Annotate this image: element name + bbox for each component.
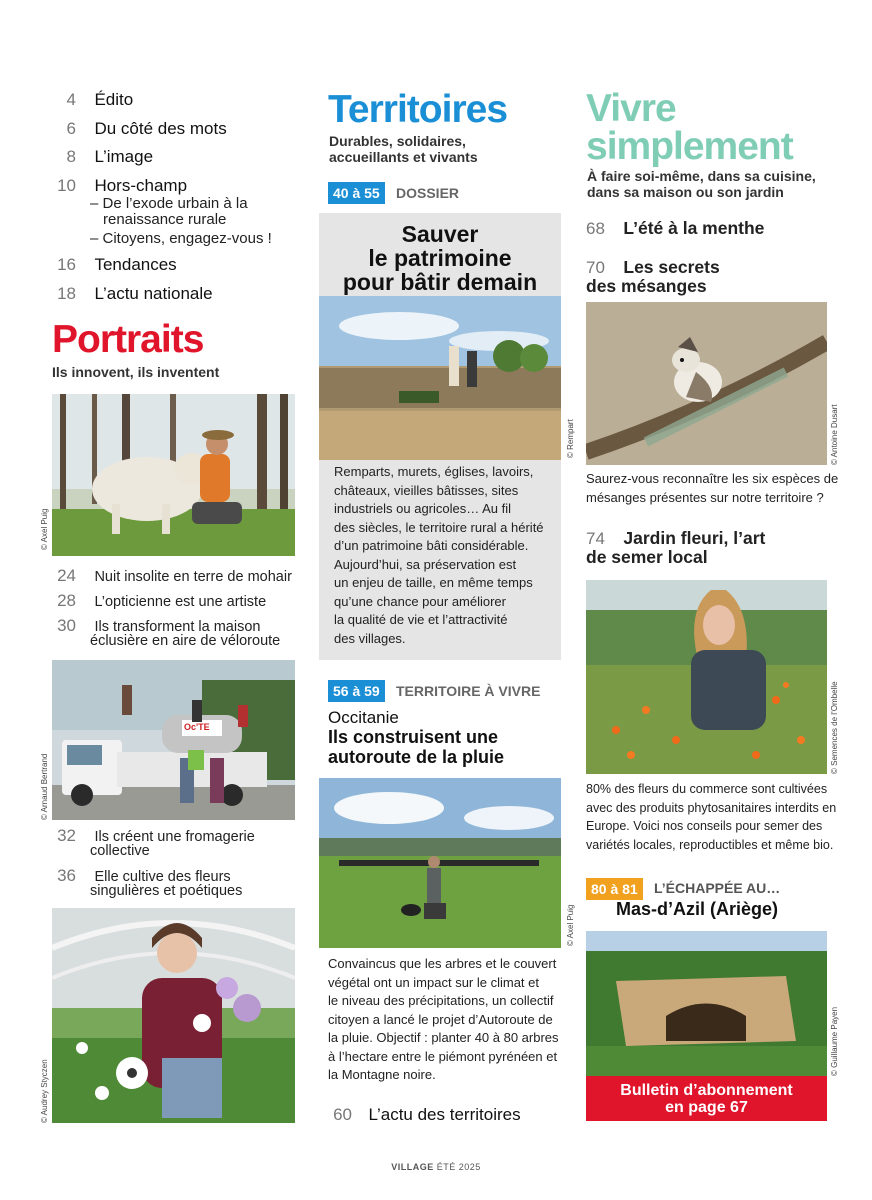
dossier-text-line: d’un patrimoine bâti considérable. xyxy=(334,538,529,553)
toc-item-actu-nationale[interactable] xyxy=(52,284,213,304)
truck-photo[interactable] xyxy=(52,660,295,820)
toc-title-line2: des mésanges xyxy=(586,276,707,296)
hors-champ-sub-2: renaissance rurale xyxy=(103,211,227,228)
tav-title[interactable] xyxy=(328,727,504,767)
toc-item-70[interactable] xyxy=(586,257,720,278)
echappee-label: L’ÉCHAPPÉE AU… xyxy=(654,880,781,896)
vivre-heading-1: Vivre xyxy=(586,87,676,130)
toc-title: L’image xyxy=(94,147,154,166)
pluie-credit: © Axel Puig xyxy=(566,904,575,946)
toc-num: 8 xyxy=(66,147,76,166)
toc-num: 68 xyxy=(586,219,605,238)
flower-woman-credit: © Audrey Styczen xyxy=(40,1059,49,1123)
vivre-heading-2: simplement xyxy=(586,125,793,168)
echappee-badge[interactable]: 80 à 81 xyxy=(586,878,643,900)
dossier-title[interactable] xyxy=(319,222,561,294)
vivre-heading xyxy=(586,87,793,168)
territoires-subheading-1: Durables, solidaires, xyxy=(329,133,466,149)
dossier-title-3: pour bâtir demain xyxy=(342,269,538,295)
footer xyxy=(0,1162,872,1172)
flower-text-line: 80% des fleurs du commerce sont cultivées xyxy=(586,782,828,796)
toc-item-edito[interactable] xyxy=(52,90,133,110)
pluie-photo[interactable] xyxy=(319,778,561,948)
mas-azil-credit: © Guillaume Payen xyxy=(830,1006,839,1076)
tav-title-2: autoroute de la pluie xyxy=(328,747,505,767)
flower-text-line: avec des produits phytosanitaires interdits en xyxy=(586,800,837,815)
toc-num: 36 xyxy=(57,866,76,885)
toc-title-line2: éclusière en aire de véloroute xyxy=(90,633,281,649)
vivre-sub-2: dans sa maison ou son jardin xyxy=(587,184,784,200)
dossier-text-line: Remparts, murets, églises, lavoirs, xyxy=(334,464,534,479)
portraits-heading: Portraits xyxy=(52,318,204,361)
toc-item-mots[interactable] xyxy=(52,119,227,139)
toc-num: 70 xyxy=(586,258,605,277)
hors-champ-sub-3: – Citoyens, engagez-vous ! xyxy=(90,230,272,247)
flower-credit: © Semences de l’Ombelle xyxy=(830,681,839,774)
toc-num: 74 xyxy=(586,529,605,548)
territoires-subheading-2: accueillants et vivants xyxy=(329,149,478,165)
wall-illustration xyxy=(319,296,561,460)
tav-text-line: la Montagne noire. xyxy=(328,1067,436,1082)
dossier-text xyxy=(334,463,559,648)
truck-photo-credit: © Arnaud Bertrand xyxy=(40,753,49,820)
flower-text-line: Europe. Voici nos conseils pour semer des xyxy=(586,819,823,833)
bird-photo[interactable] xyxy=(586,302,827,465)
tav-region: Occitanie xyxy=(328,708,399,727)
toc-title: Ils créent une fromagerie xyxy=(94,829,255,845)
dossier-text-line: la qualité de vie et l’attractivité xyxy=(334,612,508,627)
toc-title: Édito xyxy=(94,90,134,109)
toc-num: 60 xyxy=(333,1105,352,1124)
toc-title: Tendances xyxy=(94,255,177,274)
cave-illustration xyxy=(586,931,827,1076)
dossier-text-line: des villages. xyxy=(334,630,406,646)
dossier-title-1: Sauver xyxy=(401,221,479,247)
flower-text-line: variétés locales, reproductibles et même bio. xyxy=(586,837,834,852)
goat-photo[interactable] xyxy=(52,394,295,556)
toc-num: 18 xyxy=(57,284,76,303)
goat-illustration xyxy=(52,394,295,556)
bird-illustration xyxy=(586,302,827,465)
tav-text-line: végétal ont un impact sur le climat et xyxy=(328,974,539,990)
dossier-text-line: industriels ou agricoles… Au fil xyxy=(334,501,512,516)
toc-title: Les secrets xyxy=(623,257,720,277)
toc-title-line2: collective xyxy=(90,843,150,859)
mas-azil-photo[interactable] xyxy=(586,931,827,1076)
territoires-heading: Territoires xyxy=(328,88,508,131)
toc-title-line2: de semer local xyxy=(586,547,708,567)
bulletin-banner[interactable] xyxy=(586,1076,827,1121)
bird-text-2: mésanges présentes sur notre territoire ? xyxy=(586,489,824,505)
bird-text-1: Saurez-vous reconnaître les six espèces de xyxy=(586,471,839,486)
vivre-sub-1: À faire soi-même, dans sa cuisine, xyxy=(587,168,816,184)
dossier-title-2: le patrimoine xyxy=(368,245,512,271)
dossier-label: DOSSIER xyxy=(396,185,460,201)
tav-text-line: Convaincus que les arbres et le couvert xyxy=(328,956,557,971)
bulletin-line-2: en page 67 xyxy=(665,1099,748,1116)
toc-num: 4 xyxy=(66,90,76,109)
toc-num: 10 xyxy=(57,176,76,195)
toc-title: Du côté des mots xyxy=(94,119,227,138)
toc-item-68[interactable] xyxy=(586,218,764,239)
goat-photo-credit: © Axel Puig xyxy=(40,508,49,550)
field-illustration xyxy=(319,778,561,948)
tav-text-line: le niveau des précipitations, un collectif xyxy=(328,993,554,1008)
toc-title: Elle cultive des fleurs xyxy=(94,869,231,885)
toc-title: Nuit insolite en terre de mohair xyxy=(94,569,292,585)
dossier-badge[interactable]: 40 à 55 xyxy=(328,182,385,204)
tav-text-line: la pluie. Objectif : planter 40 à 80 arbres xyxy=(328,1030,559,1045)
toc-item-image[interactable] xyxy=(52,147,153,167)
toc-num: 6 xyxy=(66,119,76,138)
toc-num: 30 xyxy=(57,616,76,635)
toc-title: Ils transforment la maison xyxy=(94,619,261,635)
toc-title: L’actu des territoires xyxy=(368,1105,521,1124)
toc-num: 28 xyxy=(57,591,76,610)
dossier-text-line: Aujourd’hui, sa préservation est xyxy=(334,556,517,572)
dossier-text-line: châteaux, vieilles bâtisses, sites xyxy=(334,482,519,498)
flower-text xyxy=(586,780,836,854)
bird-credit: © Antoine Dusart xyxy=(830,404,839,465)
patrimoine-credit: © Rempart xyxy=(566,419,575,458)
toc-title: Jardin fleuri, l’art xyxy=(623,528,766,548)
footer-brand: VILLAGE xyxy=(391,1162,434,1172)
toc-title-line2: singulières et poétiques xyxy=(90,883,243,899)
toc-title: Hors-champ xyxy=(94,176,188,195)
tav-badge[interactable]: 56 à 59 xyxy=(328,680,385,702)
toc-title: L’opticienne est une artiste xyxy=(94,594,267,610)
truck-sign: Oc'TE xyxy=(184,722,210,732)
toc-item-tendances[interactable] xyxy=(52,255,177,275)
garden-illustration xyxy=(586,580,827,774)
footer-issue: ÉTÉ 2025 xyxy=(436,1162,481,1172)
toc-item-74[interactable] xyxy=(586,528,765,549)
patrimoine-photo[interactable] xyxy=(319,296,561,460)
tav-text xyxy=(328,955,563,1085)
toc-num: 16 xyxy=(57,255,76,274)
portraits-subheading: Ils innovent, ils inventent xyxy=(52,364,220,380)
vivre-subheading xyxy=(587,168,816,200)
toc-item-60[interactable] xyxy=(328,1105,521,1125)
flower-woman-photo[interactable] xyxy=(52,908,295,1123)
greenhouse-illustration xyxy=(52,908,295,1123)
dossier-text-line: des siècles, le territoire rural a hérité xyxy=(334,519,544,535)
toc-item-28[interactable] xyxy=(52,591,266,611)
toc-title: L’été à la menthe xyxy=(623,218,765,238)
tav-title-1: Ils construisent une xyxy=(328,727,499,747)
tav-text-line: citoyen a lancé le projet d’Autoroute de xyxy=(328,1011,553,1027)
bird-text xyxy=(586,470,838,507)
hors-champ-sub-1: – De l’exode urbain à la xyxy=(90,195,248,212)
toc-item-hors-champ[interactable] xyxy=(52,176,187,196)
dossier-text-line: un enjeu de taille, en même temps xyxy=(334,575,533,590)
dossier-text-line: qu’une chance pour améliorer xyxy=(334,593,506,609)
toc-num: 32 xyxy=(57,826,76,845)
bulletin-line-1: Bulletin d’abonnement xyxy=(620,1082,793,1099)
tav-label: TERRITOIRE À VIVRE xyxy=(396,683,541,699)
toc-item-32[interactable] xyxy=(52,826,255,846)
echappee-title[interactable]: Mas-d’Azil (Ariège) xyxy=(616,899,779,919)
truck-illustration xyxy=(52,660,295,820)
toc-item-24[interactable] xyxy=(52,566,292,586)
tav-text-line: à l’hectare entre le piémont pyrénéen et xyxy=(328,1048,558,1064)
toc-num: 24 xyxy=(57,566,76,585)
toc-title: L’actu nationale xyxy=(94,284,213,303)
flower-photo[interactable] xyxy=(586,580,827,774)
